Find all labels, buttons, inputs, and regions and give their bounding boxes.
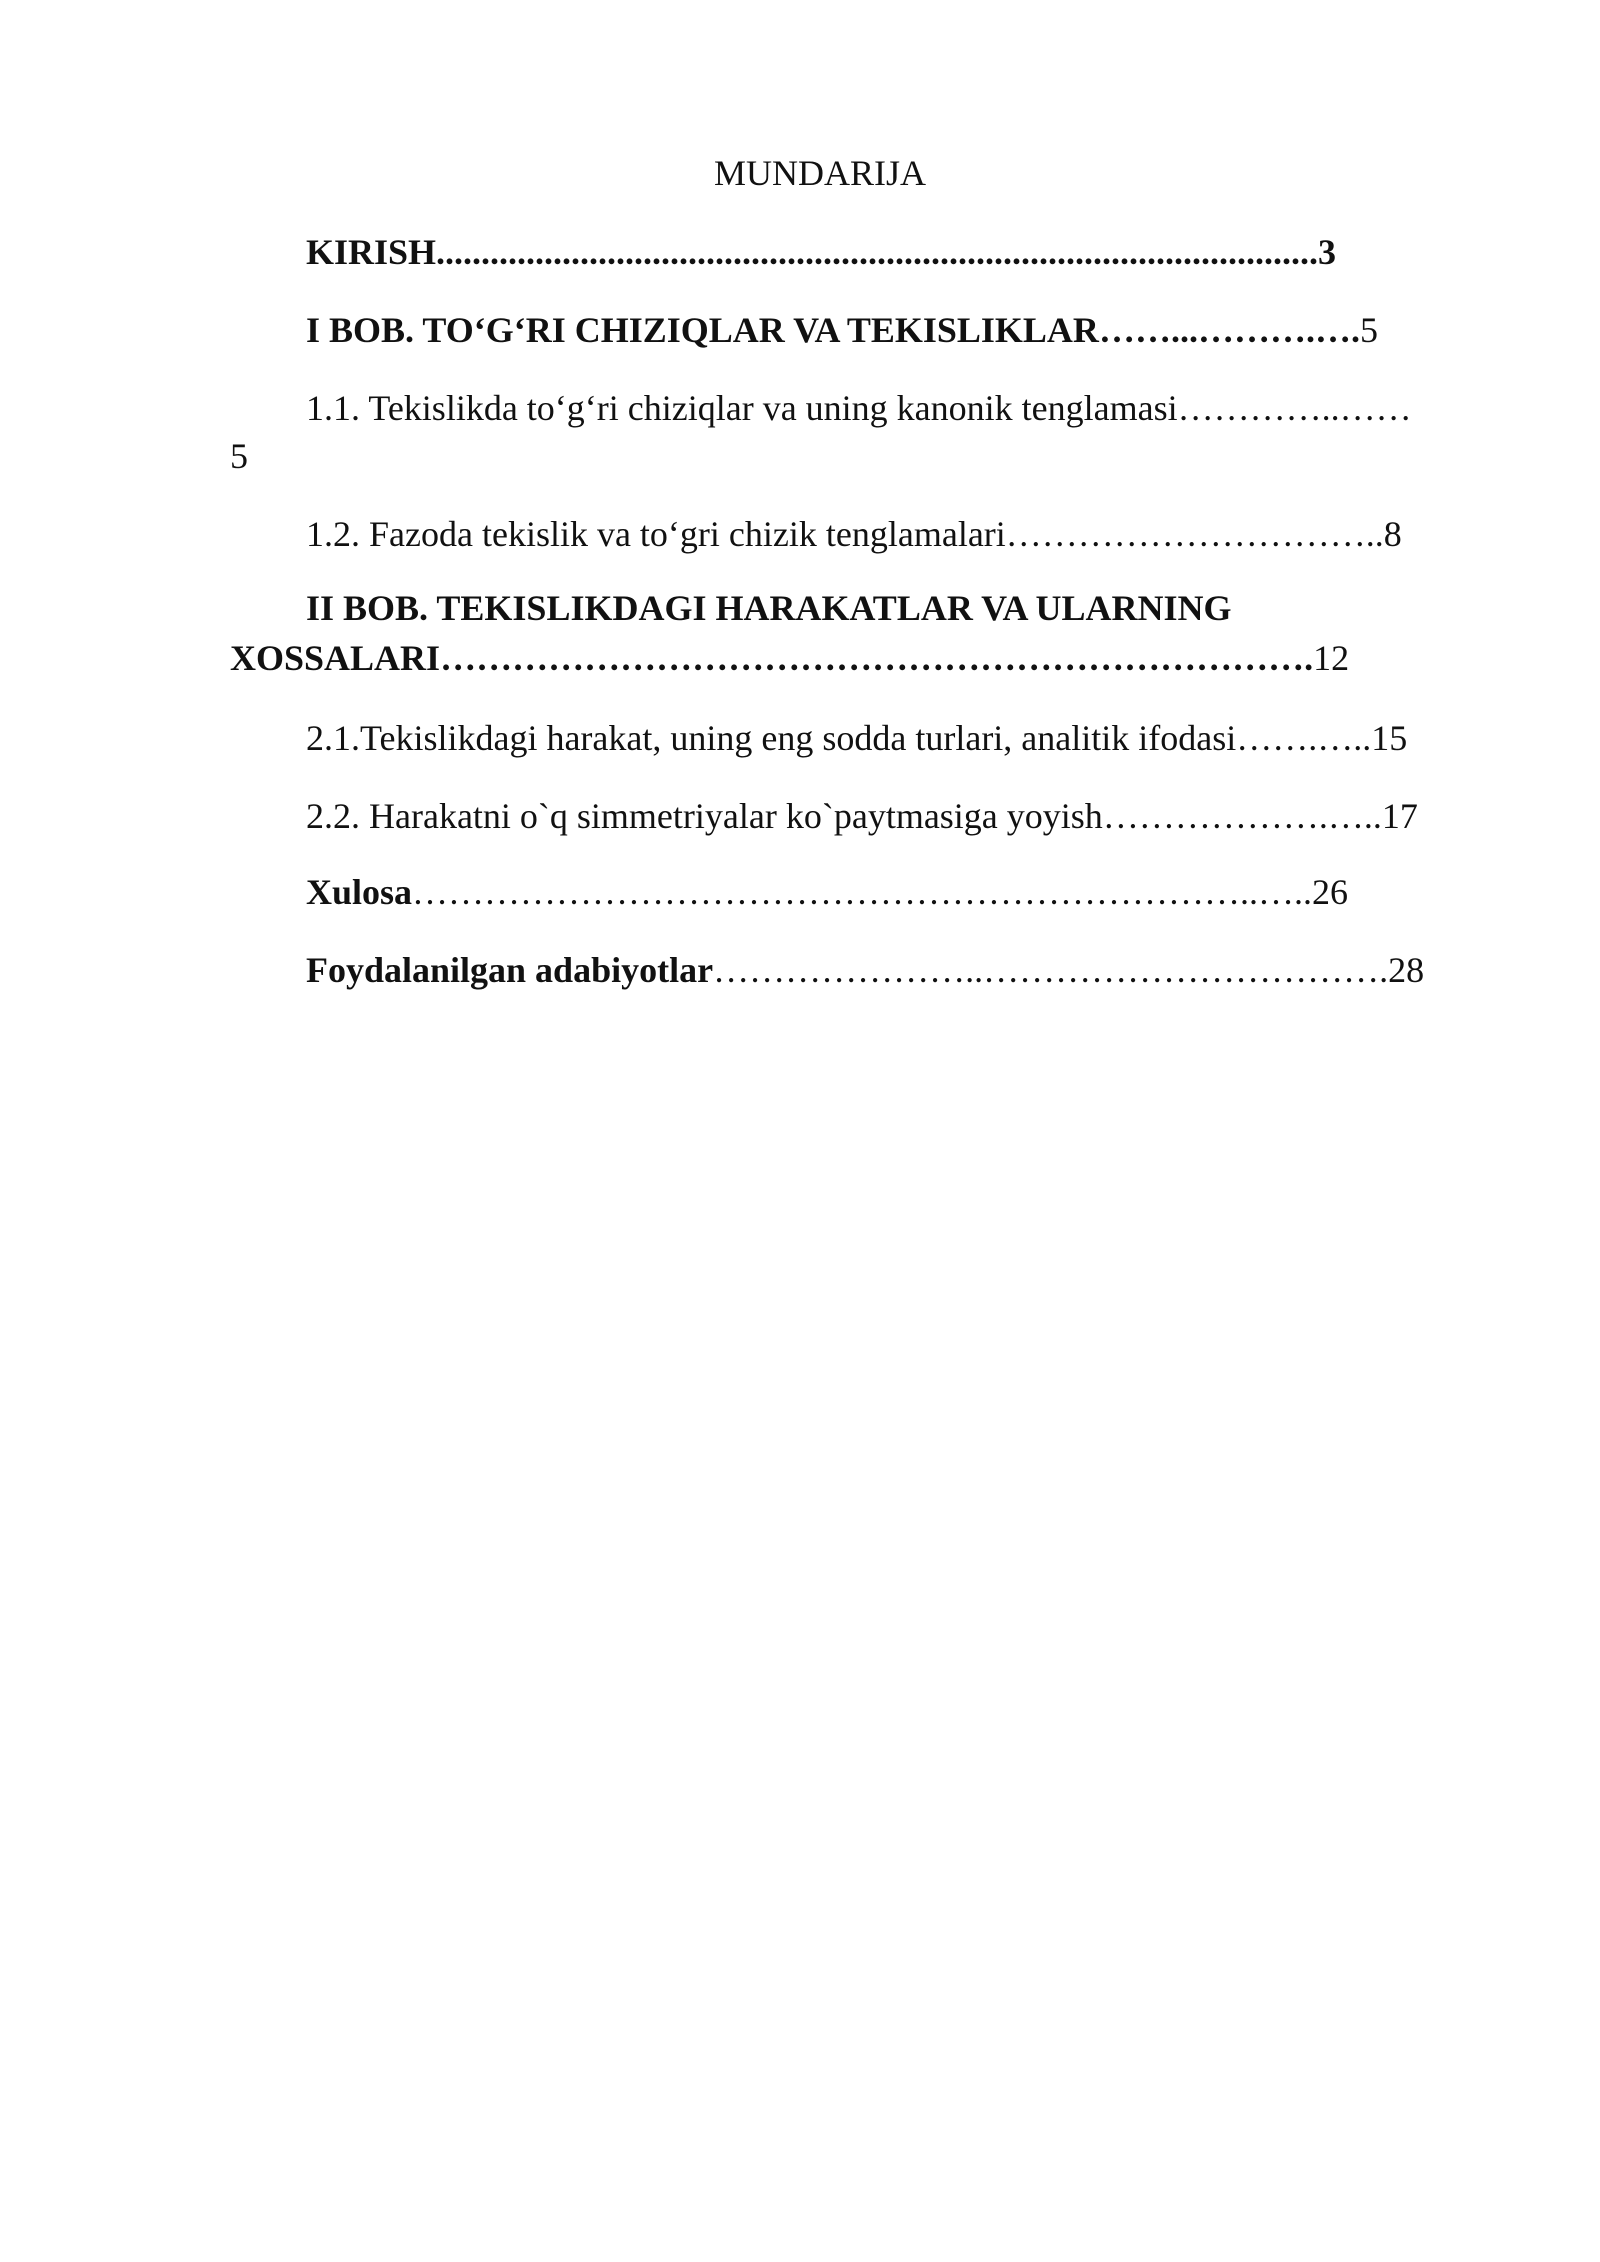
toc-entry-kirish[interactable] (306, 230, 1336, 274)
toc-entry-chapter-1[interactable] (306, 308, 1378, 352)
toc-label: II BOB. TEKISLIKDAGI HARAKATLAR VA ULARNING (306, 588, 1232, 628)
toc-leader: …………..…… (1177, 388, 1412, 428)
toc-entry-xulosa[interactable] (306, 870, 1348, 914)
toc-leader: .................................................................................................. (436, 232, 1319, 272)
toc-leader: ……...……….…. (1098, 310, 1360, 350)
toc-entry-references[interactable] (306, 948, 1424, 992)
toc-label: 1.2. Fazoda tekislik va to‘gri chizik tenglamalari (306, 514, 1006, 554)
toc-page-number: 28 (1388, 950, 1425, 990)
toc-entry-section-2-1[interactable] (306, 716, 1407, 760)
toc-entry-section-1-2[interactable] (306, 512, 1402, 556)
toc-page-number: 15 (1371, 718, 1408, 758)
toc-label: KIRISH (306, 232, 437, 272)
toc-leader: …….….. (1236, 718, 1372, 758)
toc-leader: ………………………….. (1005, 514, 1384, 554)
toc-label: 2.1.Tekislikdagi harakat, uning eng sodda turlari, analitik ifodasi (306, 718, 1237, 758)
toc-label: 1.1. Tekislikda to‘g‘ri chiziqlar va uning kanonik tenglamasi (306, 388, 1178, 428)
toc-page-number: 3 (1318, 232, 1337, 272)
toc-page-number: 5 (1359, 310, 1378, 350)
toc-label: Foydalanilgan adabiyotlar (306, 950, 714, 990)
toc-leader: …………………..……………………………. (713, 950, 1389, 990)
toc-leader: ……………….….. (1102, 796, 1382, 836)
toc-page-number: 26 (1312, 872, 1349, 912)
toc-title: MUNDARIJA (713, 153, 926, 193)
toc-label: Xulosa (306, 872, 413, 912)
toc-entry-line (306, 386, 1412, 430)
toc-label-continued: XOSSALARI (230, 638, 441, 678)
toc-entry-line (230, 636, 1349, 680)
toc-leader: ……………………………………………………………..….. (412, 872, 1313, 912)
toc-page-number: 5 (230, 436, 248, 476)
toc-label: I BOB. TO‘G‘RI CHIZIQLAR VA TEKISLIKLAR (306, 310, 1099, 350)
toc-page-number: 8 (1383, 514, 1402, 554)
toc-entry-section-2-2[interactable] (306, 794, 1418, 838)
toc-leader: ………………………………………………………………. (440, 638, 1314, 678)
toc-page-number: 12 (1313, 638, 1350, 678)
toc-page-number: 17 (1381, 796, 1418, 836)
toc-label: 2.2. Harakatni o`q simmetriyalar ko`paytmasiga yoyish (306, 796, 1103, 836)
